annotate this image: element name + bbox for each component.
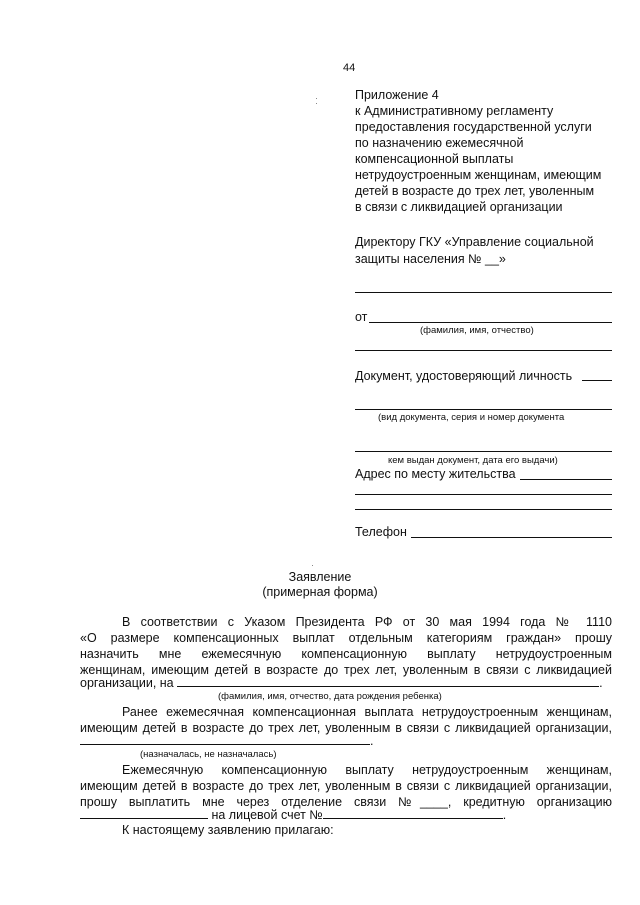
fio-continuation-line[interactable]: [355, 350, 612, 351]
addressee: [355, 234, 594, 267]
scan-speck: [316, 103, 317, 104]
account-number-field[interactable]: [323, 807, 503, 819]
fio-caption: (фамилия, имя, отчество): [420, 325, 534, 336]
address-field[interactable]: [520, 479, 612, 480]
appendix-line: в связи с ликвидацией организации: [355, 200, 563, 214]
p1-line: женщинам, имеющим детей в возрасте до трех лет, уволенным в связи с ликвидацией: [80, 663, 612, 677]
p1-line: «О размере компенсационных выплат отдельным категориям граждан» прошу: [80, 631, 612, 645]
statement-subtitle: (примерная форма): [262, 585, 378, 599]
child-info-field[interactable]: [177, 675, 599, 687]
p2-line: имеющим детей в возрасте до трех лет, уволенным в связи с ликвидацией организации,: [80, 721, 612, 735]
phone-field[interactable]: [411, 537, 612, 538]
p1-last-text: организации, на: [80, 676, 174, 690]
address-line-2[interactable]: [355, 494, 612, 495]
phone-label: Телефон: [355, 525, 407, 539]
from-label: от: [355, 310, 368, 324]
p1-line: назначить мне ежемесячную компенсационную выплату нетрудоустроенным: [80, 647, 612, 661]
p3-line: Ежемесячную компенсационную выплату нетрудоустроенным женщинам,: [122, 763, 612, 777]
period: .: [502, 808, 507, 822]
account-label: на лицевой счет №: [211, 808, 323, 822]
issued-caption: кем выдан документ, дата его выдачи): [388, 455, 558, 466]
period: .: [370, 734, 374, 748]
document-details-line[interactable]: [355, 409, 612, 410]
assigned-caption: (назначалась, не назначалась): [140, 749, 277, 760]
statement-title: Заявление: [288, 570, 352, 584]
document-caption: (вид документа, серия и номер документа: [378, 412, 565, 423]
appendix-line: предоставления государственной услуги: [355, 120, 592, 134]
document-label: Документ, удостоверяющий личность: [355, 369, 573, 383]
scan-speck: [312, 565, 313, 566]
attachments-label: К настоящему заявлению прилагаю:: [122, 823, 334, 837]
appendix-line: Приложение 4: [355, 88, 439, 102]
p2-blank-row: [80, 733, 373, 749]
p3-line: имеющим детей в возрасте до трех лет, уволенным в связи с ликвидацией организации,: [80, 779, 612, 793]
document-issued-line[interactable]: [355, 451, 612, 452]
addressee-line: Директору ГКУ «Управление социальной: [355, 235, 594, 249]
appendix-line: детей в возрасте до трех лет, уволенным: [355, 184, 595, 198]
p1-line: В соответствии с Указом Президента РФ от 30 мая 1994 года № 1110: [122, 615, 612, 629]
appendix-line: по назначению ежемесячной: [355, 136, 524, 150]
addressee-line: защиты населения № __»: [355, 252, 506, 266]
p3-line: прошу выплатить мне через отделение связи №____, кредитную организацию: [80, 795, 612, 809]
from-fio-field[interactable]: [369, 322, 612, 323]
appendix-line: к Административному регламенту: [355, 104, 554, 118]
appendix-header: [355, 87, 601, 215]
appendix-line: компенсационной выплаты: [355, 152, 514, 166]
address-label: Адрес по месту жительства: [355, 467, 516, 481]
p3-account-row: [80, 807, 506, 823]
address-line-3[interactable]: [355, 509, 612, 510]
bank-name-field[interactable]: [80, 807, 208, 819]
p2-line: Ранее ежемесячная компенсационная выплата нетрудоустроенным женщинам,: [122, 705, 612, 719]
document-field-short[interactable]: [582, 380, 612, 381]
page-number: 44: [343, 62, 356, 74]
assigned-status-field[interactable]: [80, 733, 370, 745]
period: .: [599, 676, 603, 690]
child-info-caption: (фамилия, имя, отчество, дата рождения ребенка): [218, 691, 442, 702]
appendix-line: нетрудоустроенным женщинам, имеющим: [355, 168, 602, 182]
scan-speck: [316, 98, 317, 99]
p1-last-line: [80, 675, 603, 691]
addressee-blank-line[interactable]: [355, 292, 612, 293]
